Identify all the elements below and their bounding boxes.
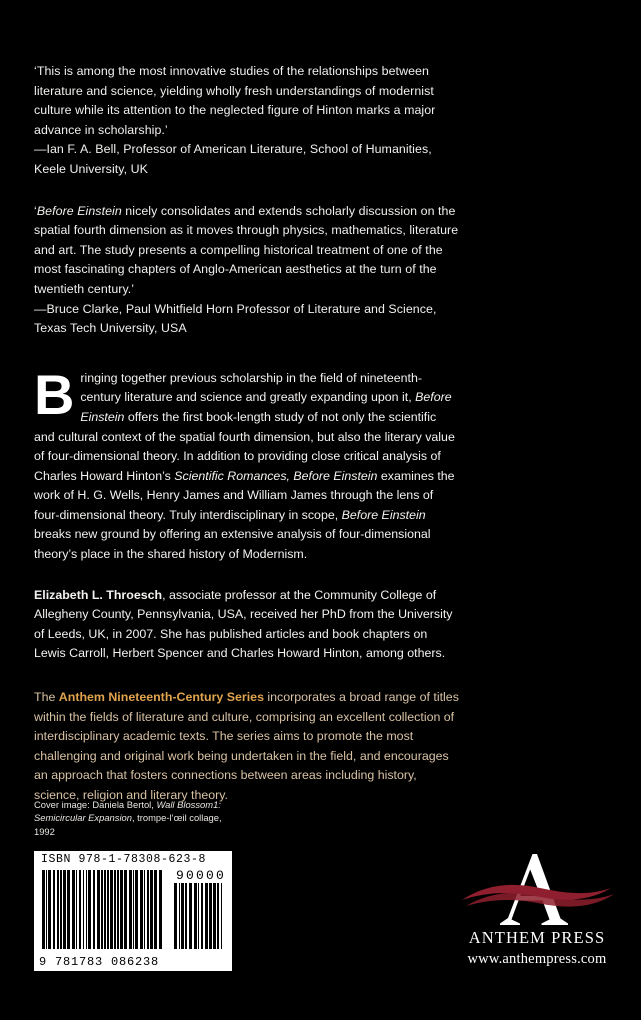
barcode-bar <box>144 870 145 949</box>
barcode-bar <box>213 883 216 949</box>
barcode-bar <box>57 870 59 949</box>
barcode-bar <box>189 883 192 949</box>
barcode-bar <box>76 870 77 949</box>
barcode-addon-digits: 90000 <box>175 868 226 883</box>
barcode-bar <box>198 883 199 949</box>
barcode-bar <box>181 883 184 949</box>
barcode-ean-text: 9 781783 086238 <box>39 955 160 969</box>
endorsement-blurb-2 <box>34 202 459 339</box>
barcode-bar <box>46 870 47 949</box>
barcode-bar <box>93 870 95 949</box>
author-name: Elizabeth L. Throesch <box>34 587 163 602</box>
barcode-bar <box>104 870 106 949</box>
barcode-bar <box>60 870 62 949</box>
barcode-bars-addon <box>174 883 224 949</box>
blurb-2-text: nicely consolidates and extends scholarly discussion on the spatial fourth dimension as it moves through physics, mathematics, literature and art. The study presents a compelling historical treatment of one of the most fascinating chapters of Anglo-American aesthetics at the turn of the twentieth century.’ <box>34 203 459 296</box>
barcode-bar <box>79 870 81 949</box>
series-description <box>34 688 459 806</box>
author-bio-text: , associate professor at the Community College of Allegheny County, Pennsylvania, USA, received her PhD from the University of Leeds, UK, in 2007. She has published articles and book chapters on Lewis Carroll, Herbert Spencer and Charles Howard Hinton, among others. <box>34 587 453 661</box>
description-part-3: examines the work of H. G. Wells, Henry James and William James through the lens of four-dimensional theory. Truly interdisciplinary in scope, <box>34 468 455 522</box>
series-name: Anthem Nineteenth-Century Series <box>58 690 264 705</box>
credit-suffix: , trompe-l’œil collage, 1992 <box>34 812 222 837</box>
barcode-bar <box>120 870 123 949</box>
description-part-1: ringing together previous scholarship in the field of nineteenth-century literature and science and greatly expanding upon it, <box>80 370 422 405</box>
author-bio <box>34 586 459 664</box>
blurb-1-text: This is among the most innovative studies of the relationships between literature and science, yielding wholly fresh understandings of modernist culture while its attention to the neglected figure of Hinton marks a major advance in scholarship.’ <box>34 64 436 137</box>
blurb-2-attribution: —Bruce Clarke, Paul Whitfield Horn Professor of Literature and Science, Texas Tech University, USA <box>34 301 437 336</box>
blurb-2-book-title: Before Einstein <box>36 203 122 218</box>
barcode-bar <box>201 883 203 949</box>
barcode-bar <box>48 870 51 949</box>
barcode-bar <box>129 870 132 949</box>
barcode-bar <box>217 883 219 949</box>
credit-artwork-title: Wall Blossom1: Semicircular Expansion <box>34 799 221 824</box>
barcode-bar <box>101 870 103 949</box>
barcode-bars-main <box>42 870 164 949</box>
description-book-title-2: Scientific Romances, Before Einstein <box>174 468 378 483</box>
barcode-bar <box>72 870 75 949</box>
description-book-title-3: Before Einstein <box>341 507 426 522</box>
blurb-1-quote-open: ‘ <box>34 64 37 78</box>
logo-ribbon <box>462 885 614 907</box>
barcode-bar <box>154 870 157 949</box>
anthem-press-logo-icon <box>448 848 626 930</box>
barcode-bar <box>83 870 84 949</box>
barcode-bar <box>53 870 55 949</box>
barcode-bar <box>67 870 70 949</box>
cover-text-block <box>34 62 459 806</box>
barcode-bar <box>114 870 116 949</box>
drop-cap-letter: B <box>34 362 74 426</box>
barcode-bar <box>63 870 66 949</box>
barcode-bar <box>159 870 162 949</box>
barcode-bar <box>107 870 109 949</box>
blurb-1-attribution: —Ian F. A. Bell, Professor of American Literature, School of Humanities, Keele University, UK <box>34 142 432 176</box>
description-part-2: offers the first book-length study of not only the scientific and cultural context of the spatial fourth dimension, but also the literary value of four-dimensional theory. In addition to providing close critical analysis of Charles Howard Hinton’s <box>34 409 455 483</box>
barcode-bar <box>97 870 100 949</box>
barcode-bar <box>221 883 222 949</box>
barcode-bar <box>110 870 113 949</box>
barcode-bar <box>140 870 143 949</box>
barcode-bar <box>147 870 149 949</box>
barcode-bar <box>209 883 212 949</box>
barcode-bar <box>135 870 138 949</box>
book-description <box>34 361 459 565</box>
barcode-bar <box>133 870 134 949</box>
publisher-name: ANTHEM PRESS <box>468 928 606 947</box>
barcode-bar <box>124 870 127 949</box>
barcode-bar <box>86 870 87 949</box>
barcode-bar <box>150 870 153 949</box>
barcode-isbn-text: ISBN 978-1-78308-623-8 <box>41 853 207 866</box>
barcode-bar <box>179 883 180 949</box>
barcode-bar <box>174 883 177 949</box>
series-prefix: The <box>34 690 59 705</box>
barcode-bar <box>117 870 119 949</box>
description-book-title-1: Before Einstein <box>80 390 452 424</box>
isbn-barcode <box>34 851 232 971</box>
endorsement-blurb-1 <box>34 62 459 180</box>
cover-image-credit <box>34 798 224 838</box>
barcode-bar <box>42 870 45 949</box>
credit-prefix: Cover image: Daniela Bertol, <box>34 799 157 810</box>
publisher-block <box>448 848 626 968</box>
barcode-bar <box>88 870 91 949</box>
blurb-2-quote-open: ‘ <box>34 203 37 218</box>
barcode-bar <box>194 883 197 949</box>
description-part-4: breaks new ground by offering an extensive analysis of four-dimensional theory’s place in the shared history of Modernism. <box>34 527 431 562</box>
barcode-bar <box>205 883 208 949</box>
series-text: incorporates a broad range of titles within the fields of literature and culture, comprising an excellent collection of interdisciplinary academic texts. The series aims to promote the most challenging and original work being undertaken in the field, and encourages an approach that fosters connections between areas including history, science, religion and literary theory. <box>34 690 459 802</box>
barcode-bar <box>185 883 187 949</box>
publisher-url[interactable]: www.anthempress.com <box>467 951 607 967</box>
